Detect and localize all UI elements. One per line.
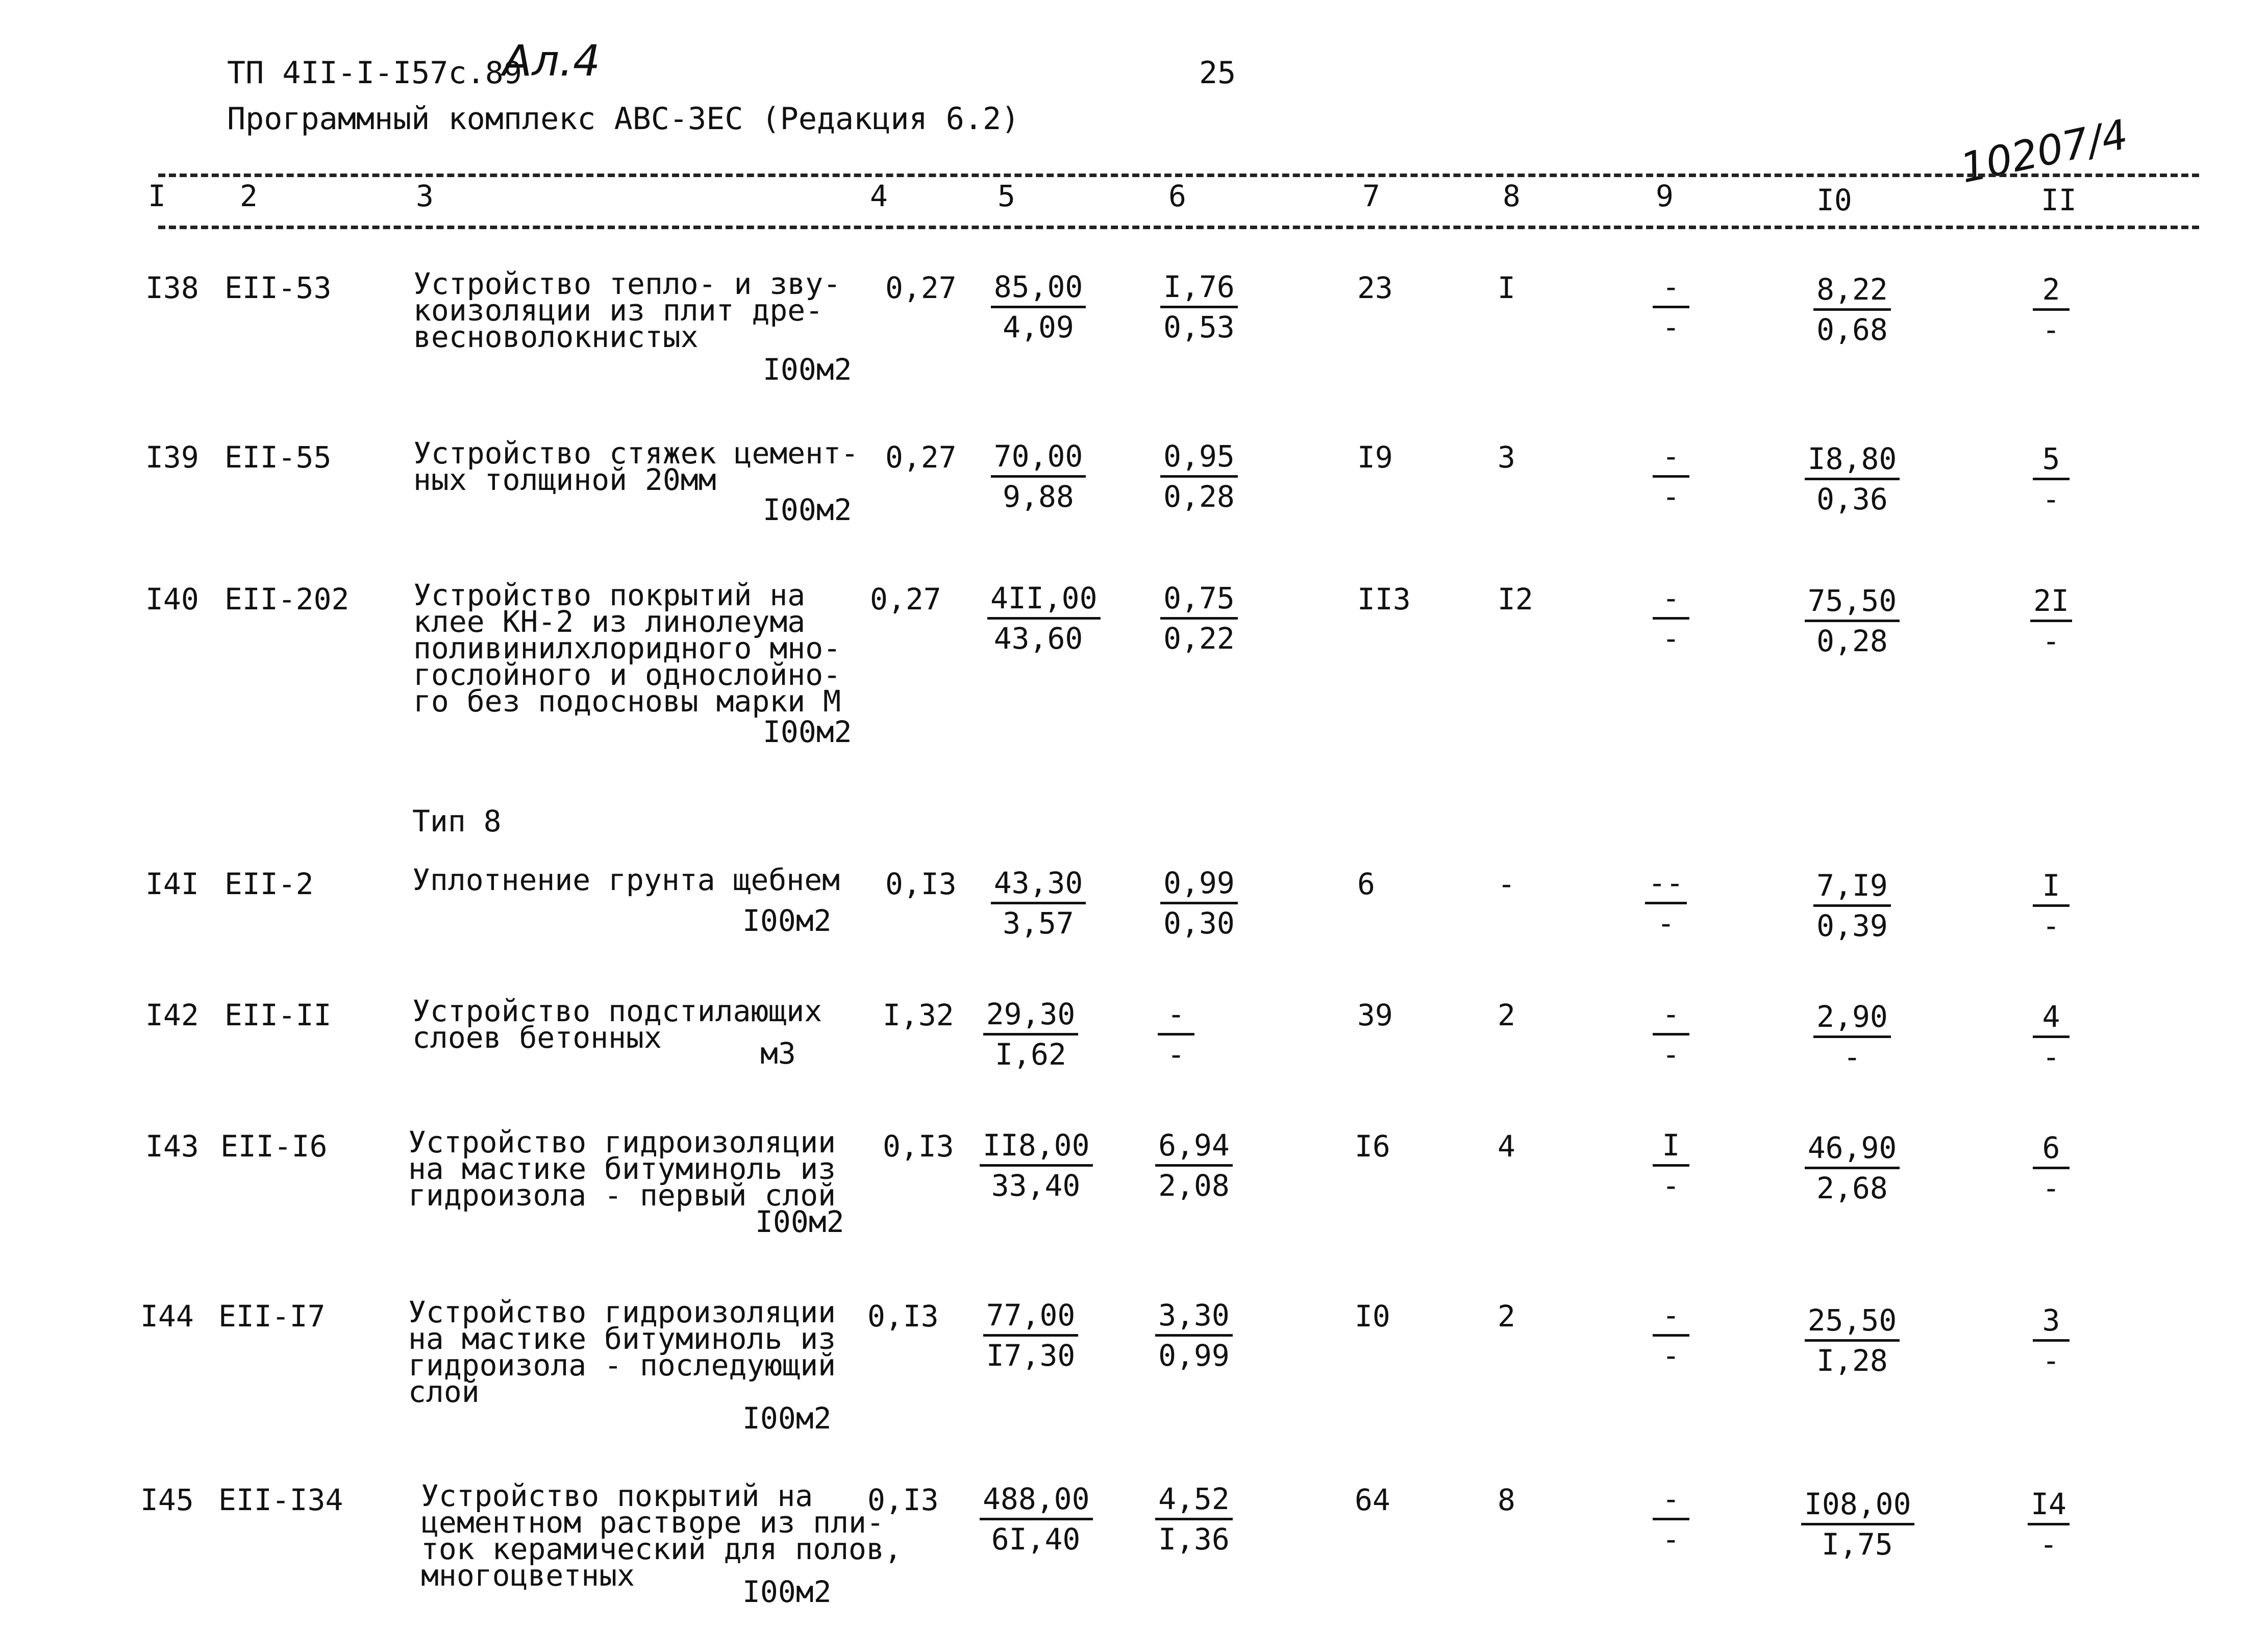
row-quantity: 0,27 (885, 270, 957, 305)
col10-value: $\frac{25,50}{I,28}$ (1801, 1301, 1903, 1379)
row-quantity: 0,I3 (867, 1483, 939, 1517)
col11-value: I4 - (2021, 1485, 2077, 1563)
col8-value: 3 (1498, 440, 1515, 475)
row-number: I39 (145, 440, 199, 475)
row-number: I45 (140, 1483, 194, 1517)
row-number: I38 (145, 270, 199, 305)
row-quantity: 0,I3 (885, 867, 957, 901)
col5-value: $\frac{77,00}{I7,30}$ (980, 1296, 1082, 1374)
col10-value: $\frac{I8,80}{0,36}$ (1801, 440, 1903, 518)
col6-value: $\frac{3,30}{0,99}$ (1148, 1296, 1240, 1374)
row-code: EII-2 (225, 867, 314, 901)
row-quantity: 0,I3 (867, 1299, 939, 1334)
row-code: EII-53 (225, 270, 332, 305)
row-description: Уплотнение грунта щебнем (412, 862, 840, 897)
col8-value: I (1498, 270, 1515, 305)
col-header-4: 4 (870, 179, 888, 213)
col-header-8: 8 (1503, 179, 1521, 213)
row-number: I4I (145, 867, 199, 901)
handwritten-annotation: Ал.4 (503, 36, 601, 86)
section-title: Тип 8 (412, 804, 502, 839)
program-title: Программный комплекс АВС-ЗЕС (Редакция 6.2) (227, 101, 1020, 137)
row-unit: I00м2 (763, 352, 852, 387)
page-number: 25 (1199, 55, 1236, 91)
col7-value: 23 (1357, 270, 1393, 305)
col5-value: $\frac{85,00}{4,09}$ (987, 268, 1089, 346)
col10-value: $\frac{46,90}{2,68}$ (1801, 1129, 1903, 1207)
col-header-7: 7 (1362, 179, 1380, 213)
col6-value: $\frac{0,75}{0,22}$ (1153, 579, 1245, 657)
col-header-3: 3 (416, 179, 434, 213)
col11-value: 5 - (2026, 440, 2077, 518)
col5-value: $\frac{29,30}{I,62}$ (980, 995, 1082, 1073)
col6-value: $\frac{6,94}{2,08}$ (1148, 1126, 1240, 1204)
col7-value: II3 (1357, 582, 1411, 617)
row-unit: I00м2 (742, 903, 832, 938)
row-number: I40 (145, 582, 199, 617)
col5-value: $\frac{488,00}{6I,40}$ (980, 1480, 1092, 1558)
col6-value: $\frac{I,76}{0,53}$ (1153, 268, 1245, 346)
document-code: ТП 4II-I-I57с.89 (227, 55, 522, 91)
col8-value: - (1498, 867, 1515, 901)
col-header-5: 5 (998, 179, 1015, 213)
col9-value: - - (1643, 579, 1699, 657)
col8-value: 2 (1498, 998, 1515, 1032)
col-header-6: 6 (1168, 179, 1186, 213)
col9-value: I - (1643, 1126, 1699, 1204)
row-unit: I00м2 (763, 714, 852, 749)
col9-value: - - (1643, 437, 1699, 515)
row-unit: I00м2 (742, 1574, 832, 1609)
col7-value: I6 (1355, 1129, 1390, 1164)
row-number: I44 (140, 1299, 194, 1334)
col10-value: $\frac{8,22}{0,68}$ (1801, 270, 1903, 349)
row-description: Устройство стяжек цемент- ных толщиной 20мм (413, 436, 859, 497)
col11-value: 3 - (2026, 1301, 2077, 1379)
row-description: Устройство подстилающих слоев бетонных (412, 994, 823, 1055)
col10-value: $\frac{I08,00}{I,75}$ (1801, 1485, 1913, 1563)
col9-value: - - (1643, 995, 1699, 1073)
row-code: EII-55 (225, 440, 332, 475)
row-description: Устройство гидроизоляции на мастике битуминоль из гидроизола - первый слой (408, 1125, 836, 1213)
col10-value: $\frac{7,I9}{0,39}$ (1801, 867, 1903, 945)
row-unit: I00м2 (755, 1204, 844, 1239)
row-unit: м3 (760, 1036, 796, 1071)
header-top-rule (158, 174, 2199, 177)
col10-value: 2,90 - (1801, 998, 1903, 1076)
row-quantity: 0,27 (885, 440, 957, 475)
col11-value: I - (2026, 867, 2077, 945)
col-header-1: I (148, 179, 166, 213)
row-code: EII-II (225, 998, 332, 1032)
col8-value: 8 (1498, 1483, 1515, 1517)
col6-value: $\frac{4,52}{I,36}$ (1148, 1480, 1240, 1558)
row-quantity: 0,27 (870, 582, 941, 617)
col6-value: - - (1148, 995, 1204, 1073)
row-description: Устройство покрытий на цементном растворе из пли- ток керамический для полов, многоцветных (421, 1478, 902, 1593)
col7-value: 39 (1357, 998, 1393, 1032)
col9-value: - - (1643, 268, 1699, 346)
header-bottom-rule (158, 226, 2199, 229)
col8-value: I2 (1498, 582, 1533, 617)
row-unit: I00м2 (763, 492, 852, 527)
row-quantity: I,32 (883, 998, 954, 1032)
col6-value: $\frac{0,95}{0,28}$ (1153, 437, 1245, 515)
col7-value: I9 (1357, 440, 1393, 475)
col11-value: 2I - (2026, 582, 2077, 660)
col7-value: I0 (1355, 1299, 1390, 1334)
col-header-10: I0 (1816, 183, 1852, 217)
col6-value: $\frac{0,99}{0,30}$ (1153, 864, 1245, 942)
col7-value: 6 (1357, 867, 1375, 901)
col9-value: -- - (1633, 864, 1699, 942)
row-unit: I00м2 (742, 1401, 832, 1436)
row-description: Устройство гидроизоляции на мастике битуминоль из гидроизола - последующий слой (408, 1295, 836, 1409)
row-quantity: 0,I3 (883, 1129, 954, 1164)
col-header-11: II (2041, 183, 2077, 217)
row-code: EII-202 (225, 582, 350, 617)
col9-value: - - (1643, 1480, 1699, 1558)
row-number: I43 (145, 1129, 199, 1164)
col10-value: $\frac{75,50}{0,28}$ (1801, 582, 1903, 660)
col11-value: 6 - (2026, 1129, 2077, 1207)
col5-value: $\frac{4II,00}{43,60}$ (987, 579, 1089, 657)
row-number: I42 (145, 998, 199, 1032)
row-description: Устройство тепло- и зву- коизоляции из плит дре- весноволокнистых (413, 266, 841, 354)
col8-value: 4 (1498, 1129, 1515, 1164)
col-header-2: 2 (240, 179, 258, 213)
col5-value: $\frac{70,00}{9,88}$ (987, 437, 1089, 515)
row-code: EII-I34 (218, 1483, 343, 1517)
row-description: Устройство покрытий на клее КН-2 из линолеума поливинилхлоридного мно- гослойного и однослойно- го без подосновы марки М (413, 578, 841, 719)
col8-value: 2 (1498, 1299, 1515, 1334)
col11-value: 4 - (2026, 998, 2077, 1076)
col5-value: $\frac{II8,00}{33,40}$ (980, 1126, 1092, 1204)
col7-value: 64 (1355, 1483, 1390, 1517)
handwritten-sheet-number: 10207/4 (1956, 110, 2132, 192)
col-header-9: 9 (1656, 179, 1674, 213)
row-code: EII-I6 (220, 1129, 328, 1164)
row-code: EII-I7 (218, 1299, 326, 1334)
col5-value: $\frac{43,30}{3,57}$ (987, 864, 1089, 942)
col9-value: - - (1643, 1296, 1699, 1374)
col11-value: 2 - (2026, 270, 2077, 349)
